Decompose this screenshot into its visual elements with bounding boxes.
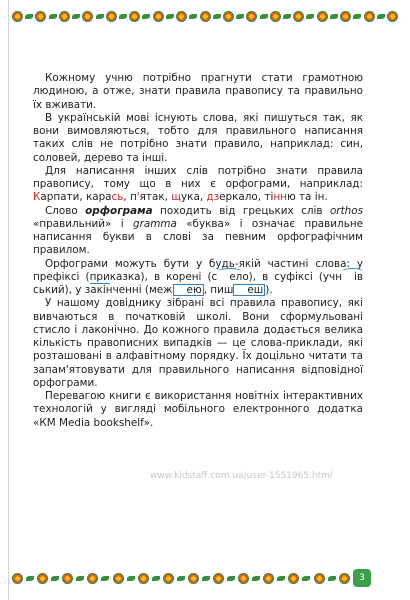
leaf-ornament: [377, 14, 385, 19]
leaf-ornament: [353, 14, 361, 19]
page-edge: [8, 0, 9, 600]
leaf-ornament: [101, 576, 109, 581]
example-word-start: ті: [264, 191, 274, 204]
paragraph-1: Кожному учню потрібно прагнути стати грамотною людиною, а отже, знати правила правопису та правильно їх вживати.: [33, 72, 363, 111]
example-word: [264, 191, 295, 203]
leaf-ornament: [26, 576, 34, 581]
paragraph-3-tail: та ін.: [295, 191, 328, 204]
leaf-ornament: [119, 14, 127, 19]
leaf-ornament: [227, 576, 235, 581]
example-word: [171, 191, 200, 203]
flower-ornament: [263, 573, 274, 584]
example-word-end: арпати: [40, 191, 80, 204]
paragraph-4-text: Слово: [45, 204, 86, 217]
leaf-ornament: [328, 576, 336, 581]
leaf-ornament: [283, 14, 291, 19]
paragraph-6: У нашому довіднику зібрані всі правила правопису, які вивчаються в початковій школі. Вони сформульовані стисло і лаконічно. До кожного правила додається велика кількість правописних випадків — це слова-приклади, які розташовані в алфавітному порядку. Їх доцільно читати та запам'ятовувати для правильного написання відповідної орфограми.: [33, 297, 363, 389]
flower-ornament: [138, 573, 149, 584]
flower-ornament: [293, 11, 304, 22]
flower-ornament: [153, 11, 164, 22]
flower-ornament: [314, 573, 325, 584]
watermark: www.kidstaff.com.ua/user-1551965.html: [150, 471, 333, 481]
flower-ornament: [176, 11, 187, 22]
orthogram-letter: дз: [206, 191, 220, 204]
flower-ornament: [387, 11, 398, 22]
leaf-ornament: [127, 576, 135, 581]
flower-ornament: [188, 573, 199, 584]
leaf-ornament: [76, 576, 84, 581]
suffix-example-pre: учн: [322, 270, 342, 283]
flower-ornament: [200, 11, 211, 22]
flower-ornament: [270, 11, 281, 22]
flower-ornament: [87, 573, 98, 584]
term-orfograma: орфограма: [85, 204, 153, 217]
flower-ornament: [82, 11, 93, 22]
leaf-ornament: [277, 576, 285, 581]
paragraph-3-intro: Для написання інших слів потрібно знати правила правопису, тому що в них є орфограми, наприклад:: [33, 164, 363, 190]
bottom-ornament-border: [12, 568, 350, 588]
leaf-ornament: [96, 14, 104, 19]
leaf-ornament: [166, 14, 174, 19]
flower-ornament: [339, 573, 350, 584]
leaf-ornament: [142, 14, 150, 19]
flower-ornament: [213, 573, 224, 584]
orthogram-examples: Карпати, карась, п'ятак, щука, дзеркало, тінню: [33, 191, 296, 204]
leaf-ornament: [25, 14, 33, 19]
paragraph-4: [33, 205, 363, 258]
suffix-example-rest: ський: [33, 284, 65, 296]
flower-ornament: [317, 11, 328, 22]
flower-ornament: [163, 573, 174, 584]
flower-ornament: [35, 11, 46, 22]
prefix-mark: при: [89, 270, 110, 283]
paragraph-5-text: (: [79, 270, 90, 283]
page-text: [33, 72, 363, 430]
leaf-ornament: [51, 576, 59, 581]
paragraph-5-text: Орфограми можуть бути у будь-якій частині слова: у: [45, 257, 363, 270]
top-ornament-border: [12, 6, 398, 26]
leaf-ornament: [302, 576, 310, 581]
paragraph-5-text: ), в суфіксі (: [248, 270, 323, 283]
example-word-end: ю: [286, 191, 296, 204]
root-mark: ел: [217, 271, 242, 284]
leaf-ornament: [152, 576, 160, 581]
ending-mark: ею: [173, 284, 204, 296]
paragraph-5-text: ), в корені (: [140, 270, 212, 283]
leaf-ornament: [330, 14, 338, 19]
page-number-badge: 3: [353, 569, 371, 587]
word-prefix: префіксі: [33, 270, 80, 283]
paragraph-5-text: , пиш: [203, 284, 234, 296]
flower-ornament: [12, 573, 23, 584]
flower-ornament: [129, 11, 140, 22]
flower-ornament: [340, 11, 351, 22]
paragraph-5-text: ), у закінченні (: [64, 284, 149, 296]
paragraph-5-text: ).: [265, 284, 273, 296]
prefix-example-rest: казка: [109, 270, 141, 283]
orthogram-letter: сь: [111, 191, 124, 204]
orthogram-letter: нн: [273, 191, 287, 204]
leaf-ornament: [252, 576, 260, 581]
flower-ornament: [223, 11, 234, 22]
flower-ornament: [246, 11, 257, 22]
paragraph-3: [33, 165, 363, 205]
orthogram-letter: К: [33, 191, 41, 204]
paragraph-4-text: «буква» і означає правильне написання букви в слові за певним орфографічним правилом.: [33, 217, 363, 257]
flower-ornament: [238, 573, 249, 584]
flower-ornament: [288, 573, 299, 584]
leaf-ornament: [49, 14, 57, 19]
example-word: [86, 191, 123, 203]
example-word: [130, 191, 165, 203]
example-word: [33, 191, 79, 203]
root-example-rest: о: [242, 270, 249, 283]
suffix-mark: ів: [342, 271, 363, 284]
leaf-ornament: [236, 14, 244, 19]
example-word-end: ятак: [139, 191, 165, 204]
leaf-ornament: [202, 576, 210, 581]
paragraph-2: В українській мові існують слова, які пишуться так, як вони вимовляються, тобто для правильного написання таких слів не потрібно знати правило, наприклад: син, соловей, дерево та інші.: [33, 111, 363, 164]
flower-ornament: [59, 11, 70, 22]
paragraph-4-text: «правильний» і: [33, 217, 133, 230]
leaf-ornament: [306, 14, 314, 19]
flower-ornament: [37, 573, 48, 584]
flower-ornament: [62, 573, 73, 584]
example-word-end: ука: [181, 191, 200, 204]
flower-ornament: [364, 11, 375, 22]
flower-ornament: [106, 11, 117, 22]
orthogram-letter: ': [136, 191, 140, 204]
leaf-ornament: [72, 14, 80, 19]
paragraph-4-text: походить від грецьких слів: [152, 204, 330, 217]
leaf-ornament: [177, 576, 185, 581]
word-orthos: orthos: [329, 204, 363, 217]
paragraph-7: Перевагою книги є використання новітніх інтерактивних технологій у вигляді мобільного електронного додатка «КМ Media bookshelf».: [33, 390, 363, 429]
example-word: [206, 191, 257, 203]
orthogram-letter: щ: [171, 191, 182, 204]
leaf-ornament: [189, 14, 197, 19]
paragraph-5: [33, 258, 363, 298]
ending-mark: еш: [233, 284, 265, 296]
leaf-ornament: [213, 14, 221, 19]
ending-example-pre: меж: [148, 284, 173, 296]
root-example-pre: с: [211, 270, 218, 283]
flower-ornament: [113, 573, 124, 584]
example-word-start: п: [130, 191, 137, 204]
example-word-end: еркало: [219, 191, 258, 204]
example-word-start: кара: [85, 191, 112, 204]
flower-ornament: [12, 11, 23, 22]
leaf-ornament: [260, 14, 268, 19]
word-gramma: gramma: [133, 217, 177, 230]
